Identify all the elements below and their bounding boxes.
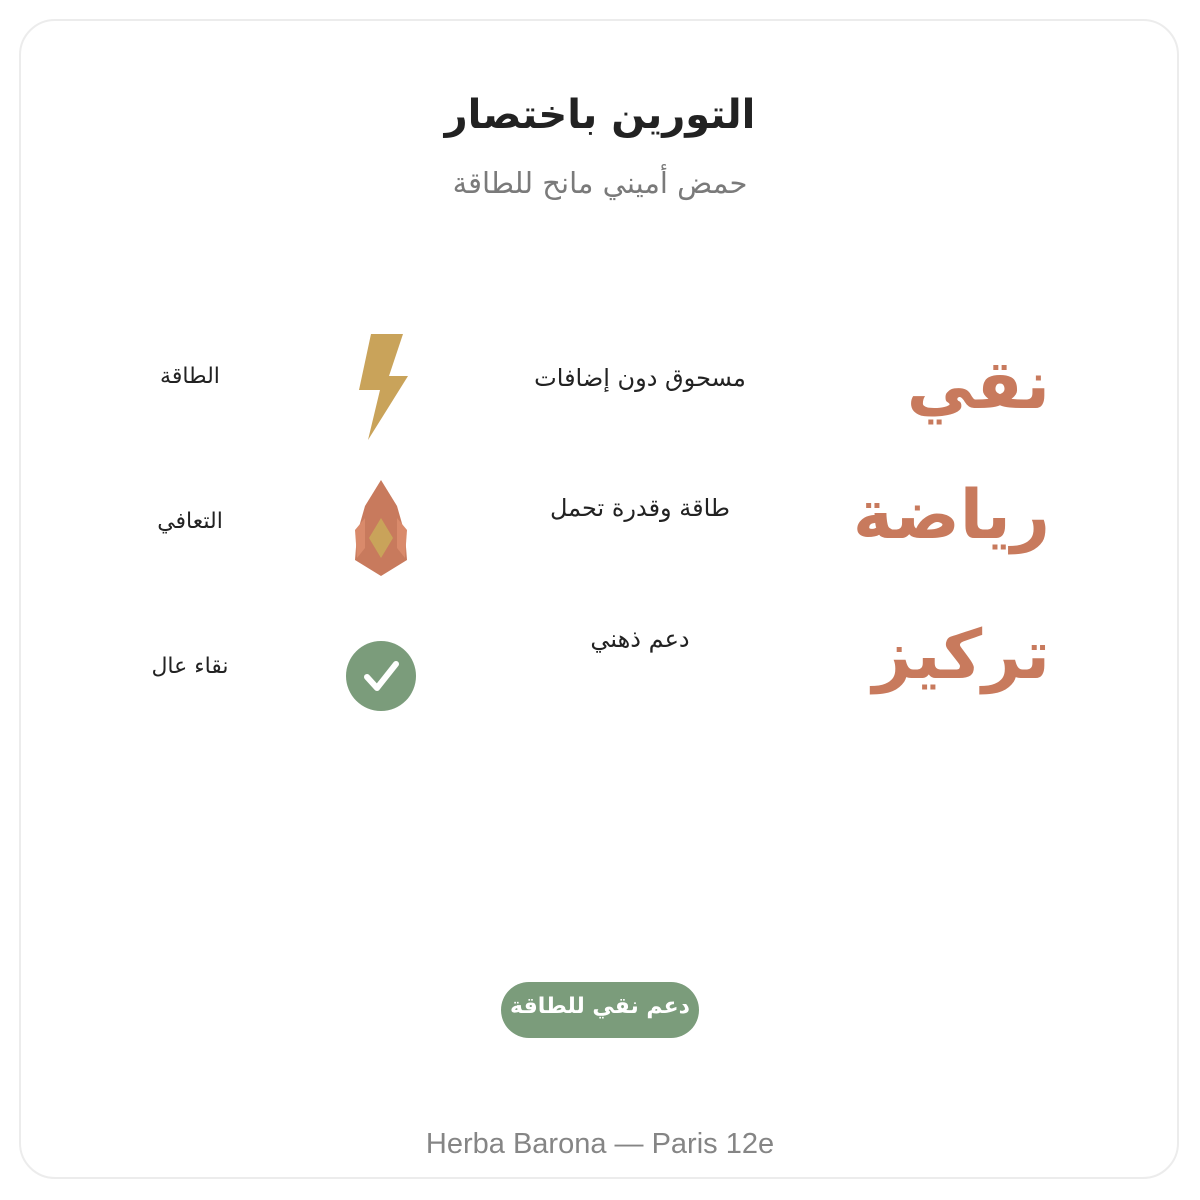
lightning-bolt-icon (355, 332, 411, 446)
keyword-pure: نقي (906, 346, 1050, 425)
footer-brand: Herba Barona — Paris 12e (425, 1128, 775, 1160)
check-circle-icon (345, 640, 417, 716)
flame-icon (351, 478, 411, 582)
label-high-purity: نقاء عال (151, 654, 229, 679)
description-pure: مسحوق دون إضافات (534, 364, 746, 392)
label-recovery: التعافي (157, 509, 223, 534)
keyword-focus: تركيز (872, 616, 1050, 695)
description-sport: طاقة وقدرة تحمل (549, 494, 731, 522)
page-subtitle: حمض أميني مانح للطاقة (452, 166, 748, 200)
description-focus: دعم ذهني (590, 625, 690, 653)
label-energy: الطاقة (160, 364, 220, 389)
page-title: التورين باختصار (444, 92, 756, 138)
cta-button[interactable]: دعم نقي للطاقة (501, 982, 699, 1038)
keyword-sport: رياضة (852, 476, 1050, 555)
